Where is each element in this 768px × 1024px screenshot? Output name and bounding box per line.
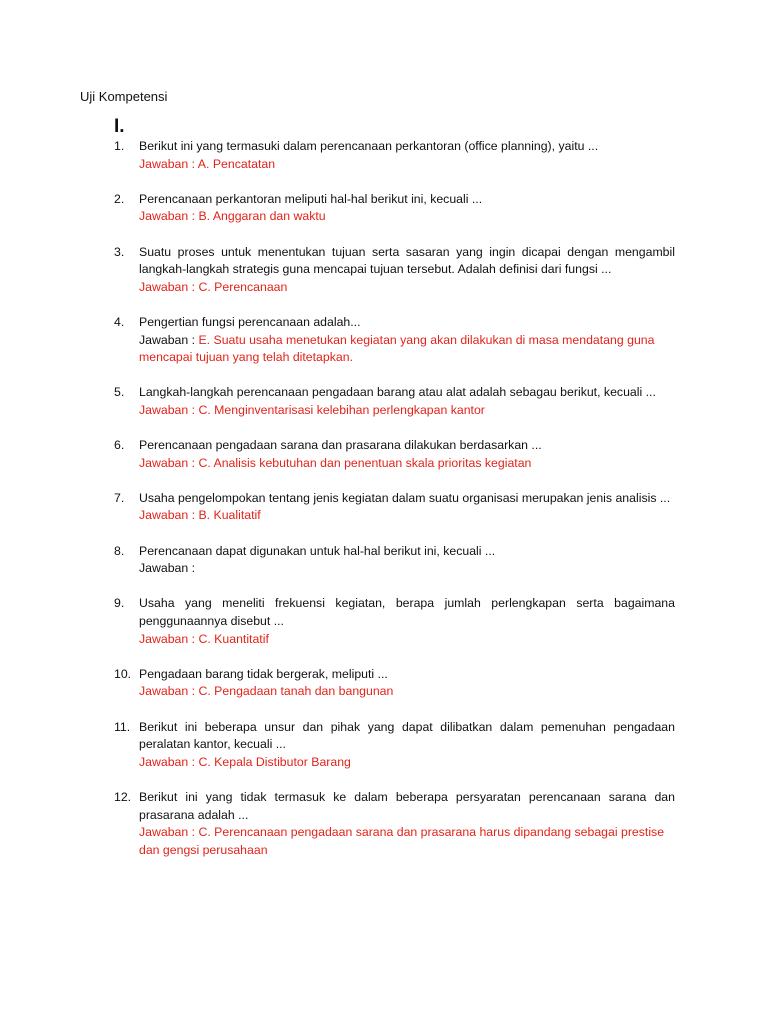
question-text: Suatu proses untuk menentukan tujuan serta sasaran yang ingin dicapai dengan mengambil langkah-langkah strategis guna mencapai tujuan tersebut. Adalah definisi dari fungsi ... xyxy=(139,244,675,277)
question-item xyxy=(114,138,675,173)
answer-value: E. Suatu usaha menetukan kegiatan yang akan dilakukan di masa mendatang guna mencapai tujuan yang telah ditetapkan. xyxy=(139,332,655,365)
question-number: 7. xyxy=(114,490,125,505)
answer-label: Jawaban : xyxy=(139,332,199,347)
answer-text: Jawaban : C. Menginventarisasi kelebihan perlengkapan kantor xyxy=(139,402,485,417)
answer-text xyxy=(139,560,675,578)
question-text: Berikut ini yang termasuki dalam perencanaan perkantoran (office planning), yaitu ... xyxy=(139,139,599,153)
question-item xyxy=(114,244,675,297)
question-item xyxy=(114,719,675,772)
question-item xyxy=(114,191,675,226)
question-text: Usaha pengelompokan tentang jenis kegiatan dalam suatu organisasi merupakan jenis analisis ... xyxy=(139,490,671,505)
question-text: Langkah-langkah perencanaan pengadaan barang atau alat adalah sebagau berikut, kecuali ... xyxy=(139,385,656,400)
answer-text xyxy=(139,332,675,367)
answer-text: Jawaban : C. Perencanaan pengadaan sarana dan prasarana harus dipandang sebagai prestise dan gengsi perusahaan xyxy=(139,825,665,857)
document-title: Uji Kompetensi xyxy=(80,89,168,104)
answer-text: Jawaban : B. Anggaran dan waktu xyxy=(139,209,326,224)
section-heading: I. xyxy=(114,116,125,137)
question-number: 1. xyxy=(114,139,125,153)
question-text: Pengertian fungsi perencanaan adalah... xyxy=(139,314,361,329)
question-text: Pengadaan barang tidak bergerak, meliputi ... xyxy=(139,666,388,681)
question-number: 8. xyxy=(114,543,125,558)
question-number: 10. xyxy=(114,666,132,681)
question-item xyxy=(114,595,675,648)
question-number: 3. xyxy=(114,244,125,259)
answer-text: Jawaban : C. Kuantitatif xyxy=(139,631,269,646)
answer-text: Jawaban : C. Pengadaan tanah dan bangunan xyxy=(139,684,394,699)
question-item xyxy=(114,314,675,367)
question-item xyxy=(114,490,675,525)
question-number: 2. xyxy=(114,191,125,206)
answer-text: Jawaban : C. Kepala Distibutor Barang xyxy=(139,754,351,769)
question-item xyxy=(114,789,675,859)
question-number: 11. xyxy=(114,719,131,734)
answer-text: Jawaban : C. Perencanaan xyxy=(139,279,288,294)
question-number: 12. xyxy=(114,789,132,804)
question-number: 4. xyxy=(114,314,125,329)
question-text: Perencanaan pengadaan sarana dan prasarana dilakukan berdasarkan ... xyxy=(139,438,542,453)
question-number: 9. xyxy=(114,596,125,611)
question-item xyxy=(114,384,675,419)
question-text: Usaha yang meneliti frekuensi kegiatan, berapa jumlah perlengkapan serta bagaimana penggunaannya disebut ... xyxy=(139,596,675,629)
question-text: Berikut ini yang tidak termasuk ke dalam beberapa persyaratan perencanaan sarana dan prasarana adalah ... xyxy=(139,789,675,822)
answer-text: Jawaban : A. Pencatatan xyxy=(139,156,276,171)
question-text: Perencanaan dapat digunakan untuk hal-hal berikut ini, kecuali ... xyxy=(139,543,496,558)
question-item xyxy=(114,437,675,472)
question-item xyxy=(114,666,675,701)
answer-label: Jawaban : xyxy=(139,561,196,576)
question-number: 5. xyxy=(114,385,125,400)
question-list xyxy=(114,138,675,877)
answer-text: Jawaban : B. Kualitatif xyxy=(139,508,261,523)
answer-text: Jawaban : C. Analisis kebutuhan dan penentuan skala prioritas kegiatan xyxy=(139,455,532,470)
question-text: Berikut ini beberapa unsur dan pihak yang dapat dilibatkan dalam pemenuhan pengadaan peralatan kantor, kecuali ... xyxy=(139,719,675,752)
question-number: 6. xyxy=(114,438,125,453)
question-text: Perencanaan perkantoran meliputi hal-hal berikut ini, kecuali ... xyxy=(139,191,483,206)
question-item xyxy=(114,543,675,578)
